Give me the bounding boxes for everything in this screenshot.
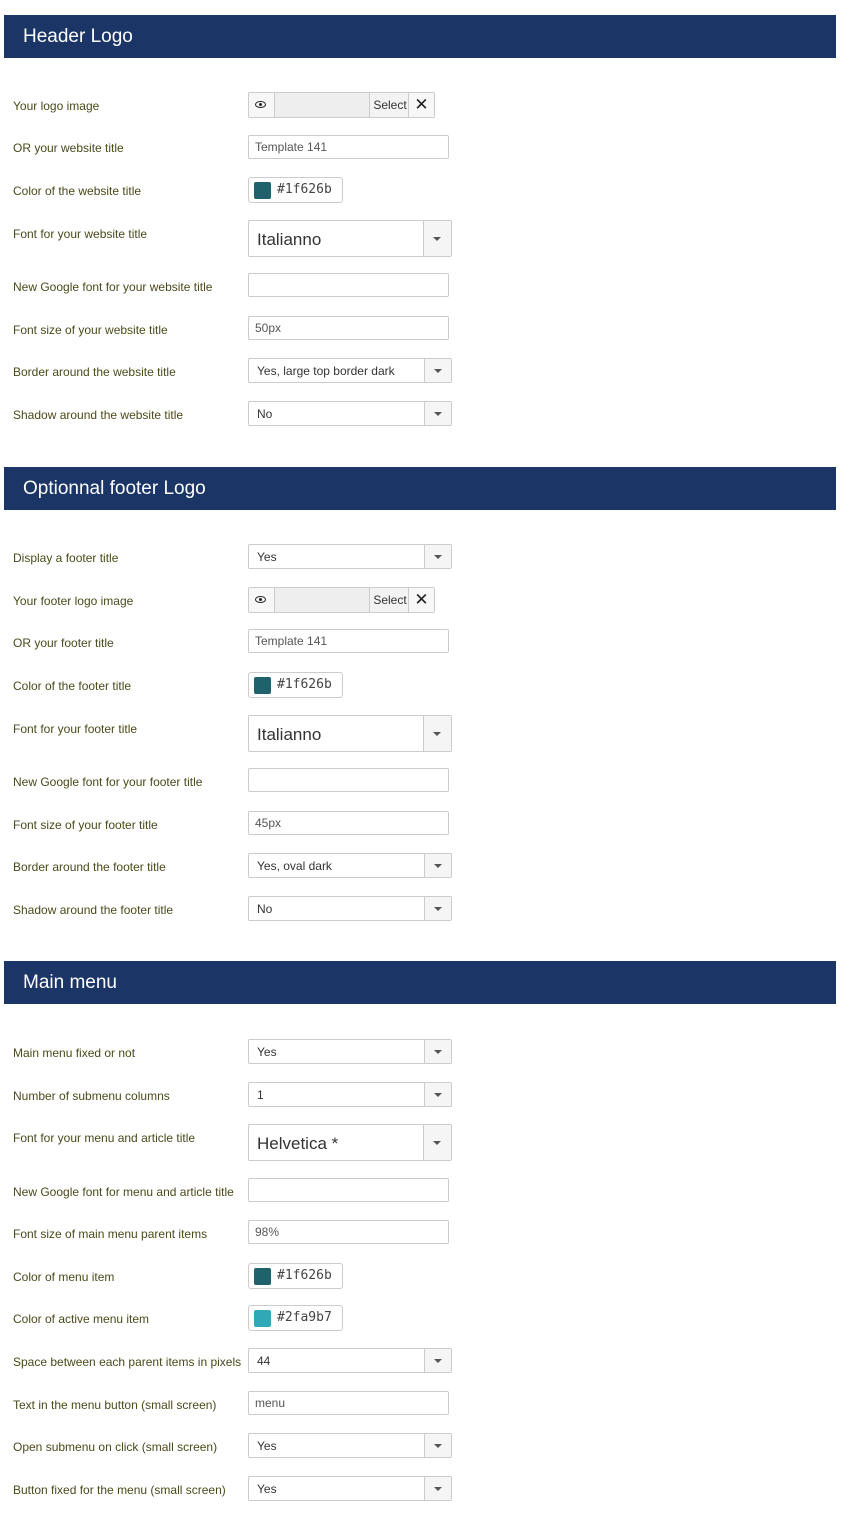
menu-font-label: Font for your menu and article title xyxy=(13,1131,196,1145)
eye-icon[interactable] xyxy=(249,588,275,612)
section-header-header-logo xyxy=(4,15,836,58)
eye-icon[interactable] xyxy=(249,93,275,117)
menu-google-font-label: New Google font for menu and article title xyxy=(13,1185,234,1199)
footer-shadow-label: Shadow around the footer title xyxy=(13,903,174,917)
select-value: 1 xyxy=(257,1088,264,1102)
chevron-down-icon[interactable] xyxy=(424,1083,451,1106)
menu-fixed-select[interactable] xyxy=(248,1039,452,1064)
menu-font-select[interactable] xyxy=(248,1124,452,1161)
color-swatch xyxy=(254,1310,271,1327)
button-fixed-select[interactable] xyxy=(248,1476,452,1501)
section-title: Optionnal footer Logo xyxy=(23,478,206,499)
footer-border-label: Border around the footer title xyxy=(13,860,166,874)
footer-logo-image-picker xyxy=(248,587,435,613)
border-label: Border around the website title xyxy=(13,365,176,379)
display-footer-select[interactable] xyxy=(248,544,452,569)
chevron-down-icon[interactable] xyxy=(423,716,451,751)
color-swatch xyxy=(254,182,271,199)
chevron-down-icon[interactable] xyxy=(424,1040,451,1063)
footer-shadow-select[interactable] xyxy=(248,896,452,921)
submenu-columns-select[interactable] xyxy=(248,1082,452,1107)
menu-font-size-input[interactable]: 98% xyxy=(248,1220,449,1244)
footer-logo-image-path-field[interactable] xyxy=(275,588,368,612)
select-value: Helvetica * xyxy=(257,1134,339,1153)
shadow-label: Shadow around the website title xyxy=(13,408,184,422)
font-size-label: Font size of your website title xyxy=(13,323,168,337)
footer-font-size-label: Font size of your footer title xyxy=(13,818,158,832)
menu-google-font-input[interactable] xyxy=(248,1178,449,1202)
border-select[interactable] xyxy=(248,358,452,383)
footer-title-input[interactable]: Template 141 xyxy=(248,629,449,653)
color-hex-value: #1f626b xyxy=(277,677,332,692)
section-header-footer-logo xyxy=(4,467,836,510)
chevron-down-icon[interactable] xyxy=(424,1349,451,1372)
chevron-down-icon[interactable] xyxy=(424,1434,451,1457)
select-value: Italianno xyxy=(257,725,322,744)
select-value: Yes xyxy=(257,550,277,564)
active-menu-color-label: Color of active menu item xyxy=(13,1312,150,1326)
footer-logo-image-label: Your footer logo image xyxy=(13,594,134,608)
footer-font-label: Font for your footer title xyxy=(13,722,138,736)
footer-google-font-label: New Google font for your footer title xyxy=(13,775,203,789)
title-font-label: Font for your website title xyxy=(13,227,148,241)
shadow-select[interactable] xyxy=(248,401,452,426)
menu-item-color-picker[interactable] xyxy=(248,1263,343,1289)
select-value: Yes xyxy=(257,1482,277,1496)
chevron-down-icon[interactable] xyxy=(424,897,451,920)
select-value: Yes xyxy=(257,1439,277,1453)
active-menu-color-picker[interactable] xyxy=(248,1305,343,1331)
color-hex-value: #2fa9b7 xyxy=(277,1310,332,1325)
footer-google-font-input[interactable] xyxy=(248,768,449,792)
logo-image-label: Your logo image xyxy=(13,99,100,113)
chevron-down-icon[interactable] xyxy=(424,545,451,568)
select-value: Italianno xyxy=(257,230,322,249)
title-font-select[interactable] xyxy=(248,220,452,257)
section-header-main-menu xyxy=(4,961,836,1004)
select-value: Yes, oval dark xyxy=(257,859,332,873)
select-value: 44 xyxy=(257,1354,271,1368)
select-value: Yes xyxy=(257,1045,277,1059)
clear-icon[interactable]: ✕ xyxy=(408,588,434,612)
select-value: No xyxy=(257,407,273,421)
logo-image-path-field[interactable] xyxy=(275,93,368,117)
menu-fixed-label: Main menu fixed or not xyxy=(13,1046,136,1060)
font-size-input[interactable]: 50px xyxy=(248,316,449,340)
chevron-down-icon[interactable] xyxy=(423,221,451,256)
select-value: Yes, large top border dark xyxy=(257,364,395,378)
button-fixed-label: Button fixed for the menu (small screen) xyxy=(13,1483,226,1497)
logo-image-picker xyxy=(248,92,435,118)
footer-logo-select-button[interactable]: Select xyxy=(369,588,410,612)
section-title: Main menu xyxy=(23,972,117,993)
google-font-input[interactable] xyxy=(248,273,449,297)
chevron-down-icon[interactable] xyxy=(423,1125,451,1160)
color-swatch xyxy=(254,1268,271,1285)
clear-icon[interactable]: ✕ xyxy=(408,93,434,117)
footer-color-label: Color of the footer title xyxy=(13,679,132,693)
color-hex-value: #1f626b xyxy=(277,1268,332,1283)
footer-font-select[interactable] xyxy=(248,715,452,752)
chevron-down-icon[interactable] xyxy=(424,359,451,382)
menu-button-text-label: Text in the menu button (small screen) xyxy=(13,1398,217,1412)
website-title-input[interactable]: Template 141 xyxy=(248,135,449,159)
select-value: No xyxy=(257,902,273,916)
color-hex-value: #1f626b xyxy=(277,182,332,197)
menu-font-size-label: Font size of main menu parent items xyxy=(13,1227,208,1241)
display-footer-label: Display a footer title xyxy=(13,551,119,565)
title-color-picker[interactable] xyxy=(248,177,343,203)
chevron-down-icon[interactable] xyxy=(424,402,451,425)
menu-item-color-label: Color of menu item xyxy=(13,1270,115,1284)
footer-font-size-input[interactable]: 45px xyxy=(248,811,449,835)
website-title-label: OR your website title xyxy=(13,141,124,155)
color-swatch xyxy=(254,677,271,694)
google-font-label: New Google font for your website title xyxy=(13,280,213,294)
open-submenu-select[interactable] xyxy=(248,1433,452,1458)
section-title: Header Logo xyxy=(23,26,133,47)
footer-border-select[interactable] xyxy=(248,853,452,878)
footer-title-label: OR your footer title xyxy=(13,636,114,650)
chevron-down-icon[interactable] xyxy=(424,854,451,877)
chevron-down-icon[interactable] xyxy=(424,1477,451,1500)
open-submenu-label: Open submenu on click (small screen) xyxy=(13,1440,218,1454)
parent-spacing-select[interactable] xyxy=(248,1348,452,1373)
logo-select-button[interactable]: Select xyxy=(369,93,410,117)
menu-button-text-input[interactable]: menu xyxy=(248,1391,449,1415)
title-color-label: Color of the website title xyxy=(13,184,142,198)
parent-spacing-label: Space between each parent items in pixels xyxy=(13,1355,242,1369)
submenu-columns-label: Number of submenu columns xyxy=(13,1089,170,1103)
footer-color-picker[interactable] xyxy=(248,672,343,698)
